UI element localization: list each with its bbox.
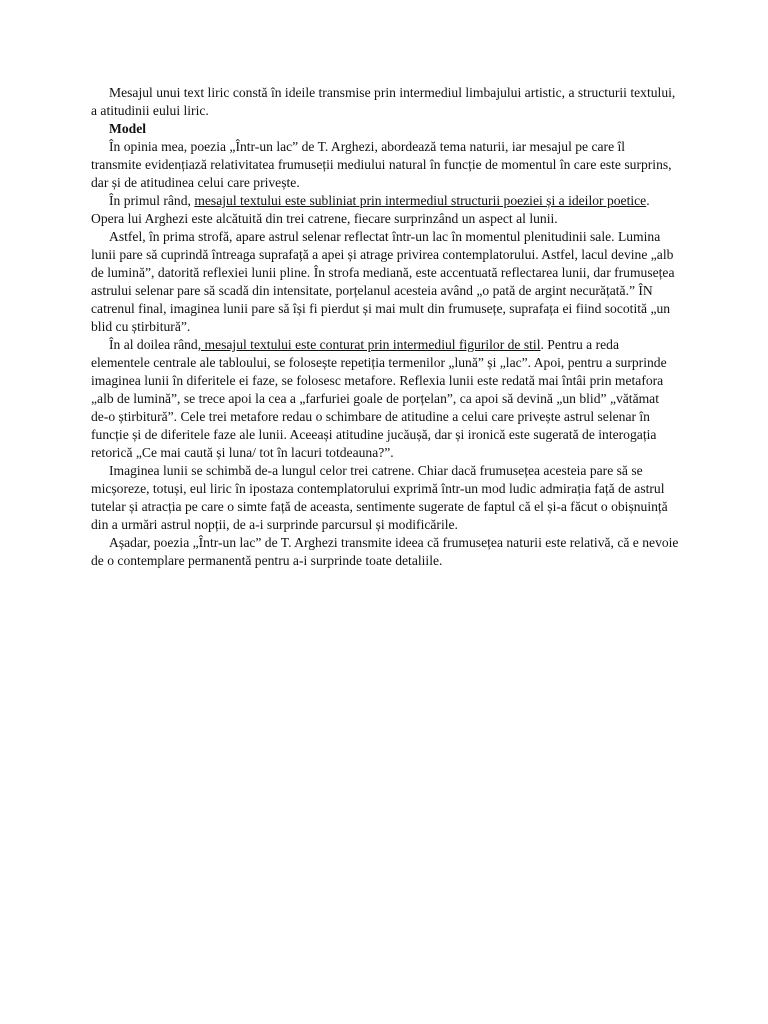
paragraph-text: Mesajul unui text liric constă în ideile transmise prin intermediul limbajului artistic, a structurii textului, a atitudinii eului liric. (91, 85, 676, 118)
paragraph-conclusion (91, 534, 679, 570)
paragraph-text: În primul rând, (109, 193, 195, 208)
paragraph-text: . Opera lui Arghezi este alcătuită din trei catrene, fiecare surprinzând un aspect al lunii. (91, 193, 650, 226)
paragraph-text: . Pentru a reda elementele centrale ale tabloului, se folosește repetiția termenilor „lună” și „lac”. Apoi, pentru a surprinde imaginea lunii în diferitele ei faze, se folosesc metafore. Reflexia lunii este redată mai întâi prin metafora „alb de lumină”, se trece apoi la cea a „farfuriei goale de porțelan”, ca apoi să devină „un blid” „vătămat de-o știrbitură”. Cele trei metafore redau o schimbare de atitudine a celui care privește astrul selenar în funcție și de diferitele faze ale lunii. Aceeași atitudine jucăușă, dar și ironică este sugerată de interogația retorică „Ce mai caută și luna/ tot în lacuri totdeauna?”. (91, 337, 667, 460)
paragraph-text: Imaginea lunii se schimbă de-a lungul celor trei catrene. Chiar dacă frumusețea acesteia pare să se micșoreze, totuși, eul liric în ipostaza contemplatorului exprimă într-un mod ludic admirația față de astrul tutelar și atracția pe care o simte față de aceasta, sentimente sugerate de faptul că el și-a făcut o obișnuință din a urmări astrul nopții, de a-i surprinde parcursul și modificările. (91, 463, 668, 532)
paragraph-intro (91, 84, 679, 120)
paragraph-text: Așadar, poezia „Într-un lac” de T. Arghezi transmite ideea că frumusețea naturii este relativă, că e nevoie de o contemplare permanentă pentru a-i surprinde toate detaliile. (91, 535, 679, 568)
paragraph-strophes (91, 228, 679, 336)
paragraph-image (91, 462, 679, 534)
paragraph-opinion (91, 138, 679, 192)
underlined-thesis: , mesajul textului este conturat prin intermediul figurilor de stil (197, 337, 541, 352)
paragraph-text: Astfel, în prima strofă, apare astrul selenar reflectat într-un lac în momentul plenitudinii sale. Lumina lunii pare să cuprindă întreaga suprafață a apei și atrage privirea contemplatorului. Astfel, lacul devine „alb de lumină”, datorită reflexiei lunii pline. În strofa mediană, este accentuată reflectarea lunii, dar frumusețea astrului selenar pare să scadă din intensitate, porțelanul acesteia având „o pată de argint necurățată.” ÎN catrenul final, imaginea lunii pare să își fi pierdut și mai mult din frumusețe, suprafața ei fiind socotită „un blid cu știrbitură”. (91, 229, 675, 334)
paragraph-second-argument (91, 336, 679, 462)
paragraph-text: În opinia mea, poezia „Într-un lac” de T. Arghezi, abordează tema naturii, iar mesajul pe care îl transmite evidențiază relativitatea frumuseții mediului natural în funcție de momentul în care este surprins, dar și de atitudinea celui care privește. (91, 139, 672, 190)
paragraph-text: În al doilea rând (109, 337, 198, 352)
document-body (91, 84, 679, 570)
underlined-thesis: mesajul textului este subliniat prin intermediul structurii poeziei și a ideilor poetice (194, 193, 647, 208)
heading-text: Model (109, 121, 146, 136)
model-heading (91, 120, 679, 138)
paragraph-first-argument (91, 192, 679, 228)
